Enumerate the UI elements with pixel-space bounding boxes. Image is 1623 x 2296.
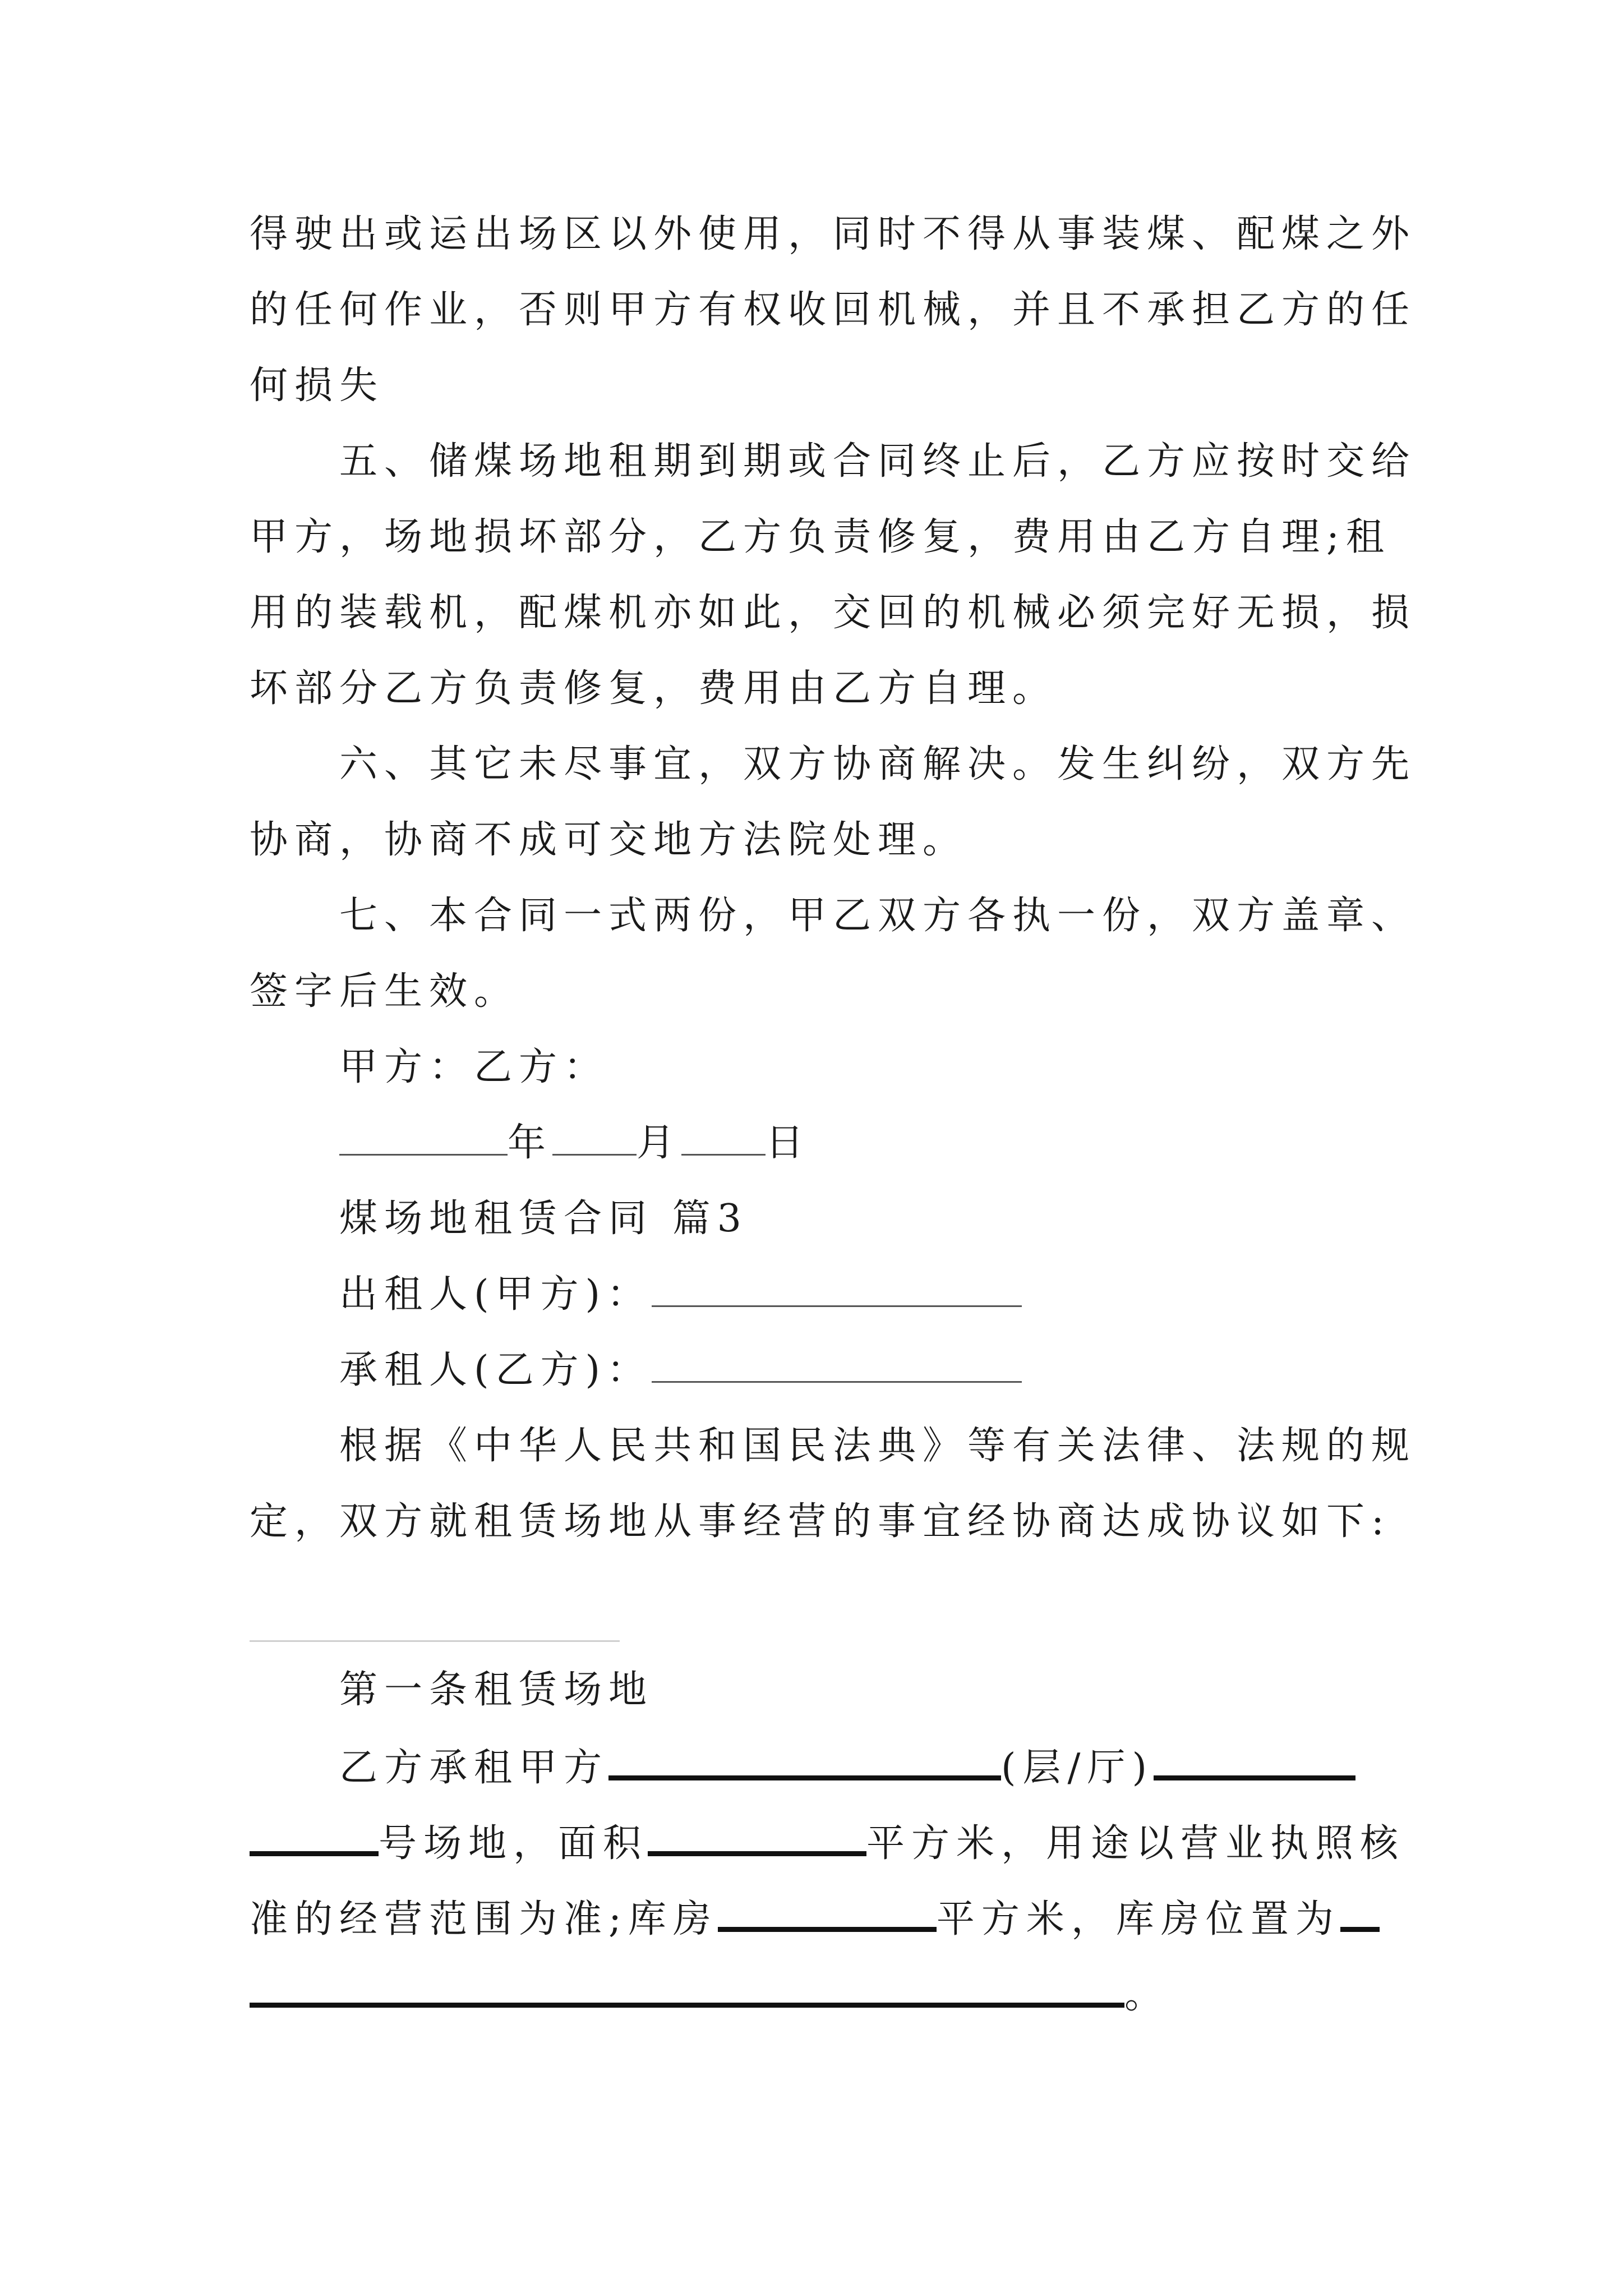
month-label: 月 bbox=[637, 1121, 682, 1165]
clause-six-line: 六、其它未尽事宜，双方协商解决。发生纠纷，双方先 bbox=[339, 742, 1417, 786]
clause-seven-line: 七、本合同一式两份，甲乙双方各执一份，双方盖章、 bbox=[339, 894, 1417, 938]
lessee-blank[interactable] bbox=[652, 1347, 1022, 1383]
article-one-title: 第一条租赁场地 bbox=[339, 1668, 654, 1712]
paragraph-line: 用的装载机，配煤机亦如此，交回的机械必须完好无损，损 bbox=[250, 591, 1417, 635]
lessee-label: 承租人(乙方)： bbox=[339, 1348, 652, 1392]
intro-line: 定，双方就租赁场地从事经营的事宜经协商达成协议如下: bbox=[250, 1499, 1391, 1544]
article-one-line bbox=[250, 1968, 1169, 2021]
paragraph-line: 的任何作业，否则甲方有权收回机械，并且不承担乙方的任 bbox=[250, 288, 1417, 332]
floor-blank[interactable] bbox=[608, 1741, 1001, 1780]
warehouse-location-blank-cont[interactable] bbox=[250, 1968, 1124, 2008]
year-blank[interactable] bbox=[339, 1120, 508, 1156]
article-text: 。 bbox=[1124, 1973, 1170, 2017]
unit-blank-cont[interactable] bbox=[250, 1816, 379, 1856]
article-one-line bbox=[250, 1816, 1405, 1869]
paragraph-line: 甲方，场地损坏部分，乙方负责修复，费用由乙方自理;租 bbox=[250, 515, 1391, 559]
section-title: 煤场地租赁合同 篇3 bbox=[339, 1197, 748, 1241]
lessor-label: 出租人(甲方)： bbox=[339, 1272, 652, 1317]
warehouse-area-blank[interactable] bbox=[718, 1892, 937, 1932]
article-text: 号场地，面积 bbox=[379, 1821, 648, 1866]
intro-line: 根据《中华人民共和国民法典》等有关法律、法规的规 bbox=[339, 1424, 1417, 1468]
day-blank[interactable] bbox=[681, 1120, 766, 1156]
day-label: 日 bbox=[766, 1121, 811, 1165]
article-text: 乙方承租甲方 bbox=[339, 1746, 609, 1790]
paragraph-line: 何损失 bbox=[250, 364, 385, 408]
warehouse-location-blank[interactable] bbox=[1340, 1892, 1380, 1932]
separator-rule bbox=[250, 1640, 620, 1642]
lessor-line bbox=[339, 1269, 1022, 1320]
unit-blank[interactable] bbox=[1154, 1741, 1355, 1780]
clause-five-line: 五、储煤场地租期到期或合同终止后，乙方应按时交给 bbox=[339, 439, 1417, 484]
article-text: 平方米，用途以营业执照核 bbox=[866, 1821, 1405, 1866]
date-line bbox=[339, 1118, 810, 1168]
article-one-line bbox=[339, 1741, 1355, 1793]
article-text: 平方米，库房位置为 bbox=[936, 1897, 1340, 1941]
month-blank[interactable] bbox=[552, 1120, 637, 1156]
paragraph-line: 坏部分乙方负责修复，费用由乙方自理。 bbox=[250, 666, 1058, 711]
article-text: (层/厅) bbox=[1001, 1746, 1154, 1790]
article-one-line bbox=[250, 1892, 1380, 1945]
area-blank[interactable] bbox=[648, 1816, 866, 1856]
year-label: 年 bbox=[508, 1121, 553, 1165]
paragraph-line: 签字后生效。 bbox=[250, 969, 519, 1014]
paragraph-line: 得驶出或运出场区以外使用，同时不得从事装煤、配煤之外 bbox=[250, 212, 1417, 256]
lessee-line bbox=[339, 1345, 1022, 1396]
article-text: 准的经营范围为准;库房 bbox=[250, 1897, 718, 1941]
lessor-blank[interactable] bbox=[652, 1272, 1022, 1307]
signature-parties: 甲方：乙方： bbox=[339, 1045, 609, 1089]
paragraph-line: 协商，协商不成可交地方法院处理。 bbox=[250, 818, 968, 862]
